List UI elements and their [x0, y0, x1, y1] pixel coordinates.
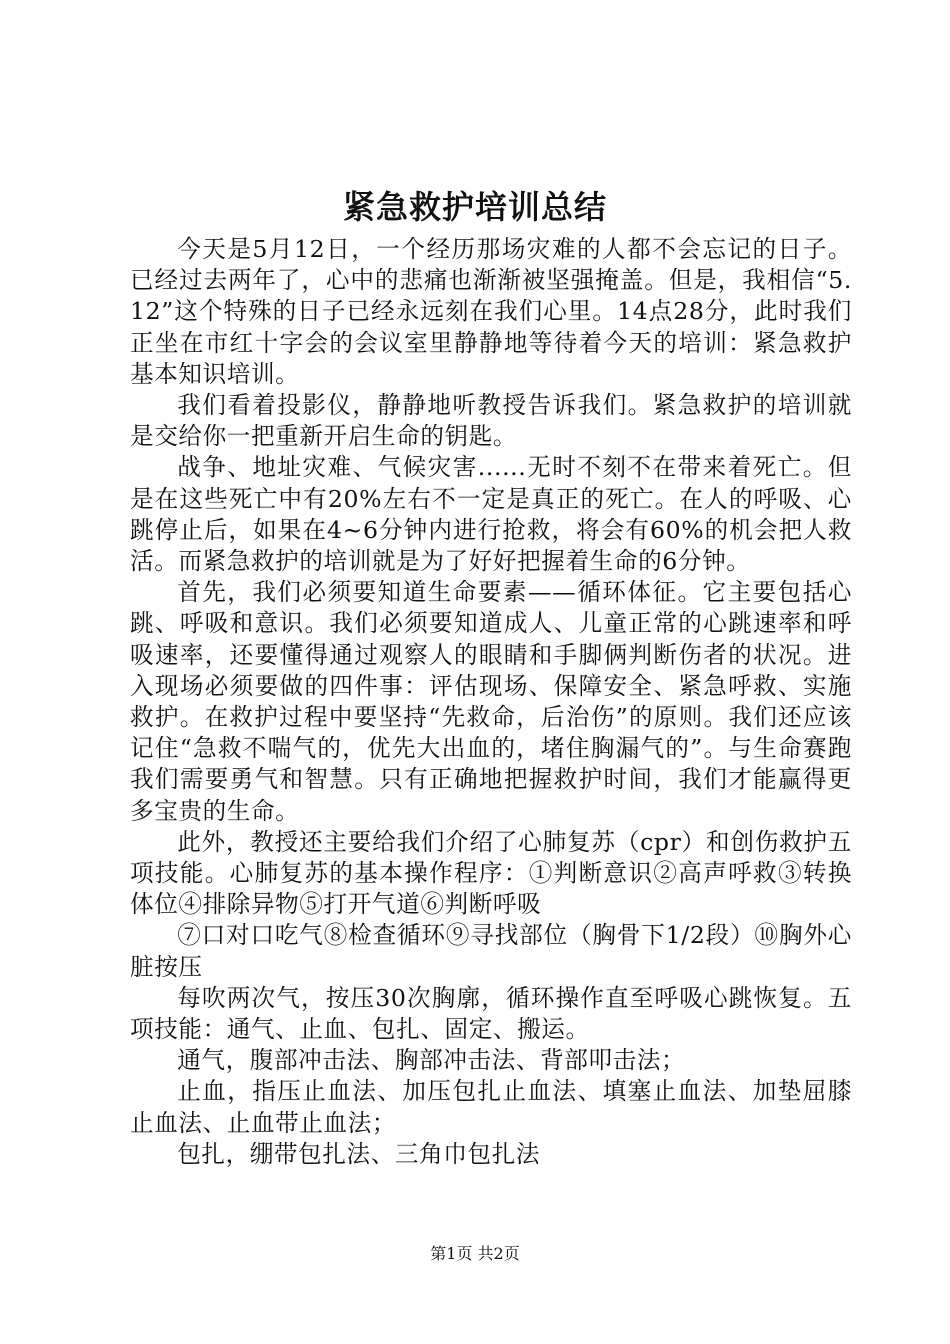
paragraph-disasters: 战争、地址灾难、气候灾害......无时不刻不在带来着死亡。但是在这些死亡中有20%左右不一定是真正的死亡。在人的呼吸、心跳停止后，如果在4~6分钟内进行抢救，将会有60%的机会把人救活。而紧急救护的培训就是为了好好把握着生命的6分钟。: [130, 453, 852, 576]
paragraph-ventilation: 通气，腹部冲击法、胸部冲击法、背部叩击法；: [177, 1046, 686, 1075]
document-body: [130, 234, 852, 1170]
paragraph-bandaging: 包扎，绷带包扎法、三角巾包扎法: [177, 1139, 541, 1168]
paragraph-cpr-intro: 此外，教授还主要给我们介绍了心肺复苏（cpr）和创伤救护五项技能。心肺复苏的基本操作程序：①判断意识②高声呼救③转换体位④排除异物⑤打开气道⑥判断呼吸: [130, 827, 852, 919]
paragraph-cycle: 每吹两次气，按压30次胸廓，循环操作直至呼吸心跳恢复。五项技能：通气、止血、包扎、固定、搬运。: [130, 983, 852, 1044]
page-number-footer: 第1页 共2页: [430, 1244, 520, 1263]
paragraph-cpr-steps: ⑦口对口吃气⑧检查循环⑨寻找部位（胸骨下1/2段）⑩胸外心脏按压: [130, 921, 852, 981]
paragraph-projector: 我们看着投影仪，静静地听教授告诉我们。紧急救护的培训就是交给你一把重新开启生命的钥匙。: [130, 391, 852, 451]
paragraph-life-elements: 首先，我们必须要知道生命要素——循环体征。它主要包括心跳、呼吸和意识。我们必须要知道成人、儿童正常的心跳速率和呼吸速率，还要懂得通过观察人的眼睛和手脚俩判断伤者的状况。进入现场必须要做的四件事：评估现场、保障安全、紧急呼救、实施救护。在救护过程中要坚持“先救命，后治伤”的原则。我们还应该记住“急救不喘气的，优先大出血的，堵住胸漏气的”。与生命赛跑我们需要勇气和智慧。只有正确地把握救护时间，我们才能赢得更多宝贵的生命。: [130, 578, 852, 825]
paragraph-hemostasis: 止血，指压止血法、加压包扎止血法、填塞止血法、加垫屈膝止血法、止血带止血法；: [130, 1077, 852, 1137]
paragraph-intro: 今天是5月12日，一个经历那场灾难的人都不会忘记的日子。已经过去两年了，心中的悲痛也渐渐被坚强掩盖。但是，我相信“5.12”这个特殊的日子已经永远刻在我们心里。14点28分，此时我们正坐在市红十字会的会议室里静静地等待着今天的培训：紧急救护基本知识培训。: [130, 235, 852, 388]
document-title: 紧急救护培训总结: [342, 188, 607, 226]
